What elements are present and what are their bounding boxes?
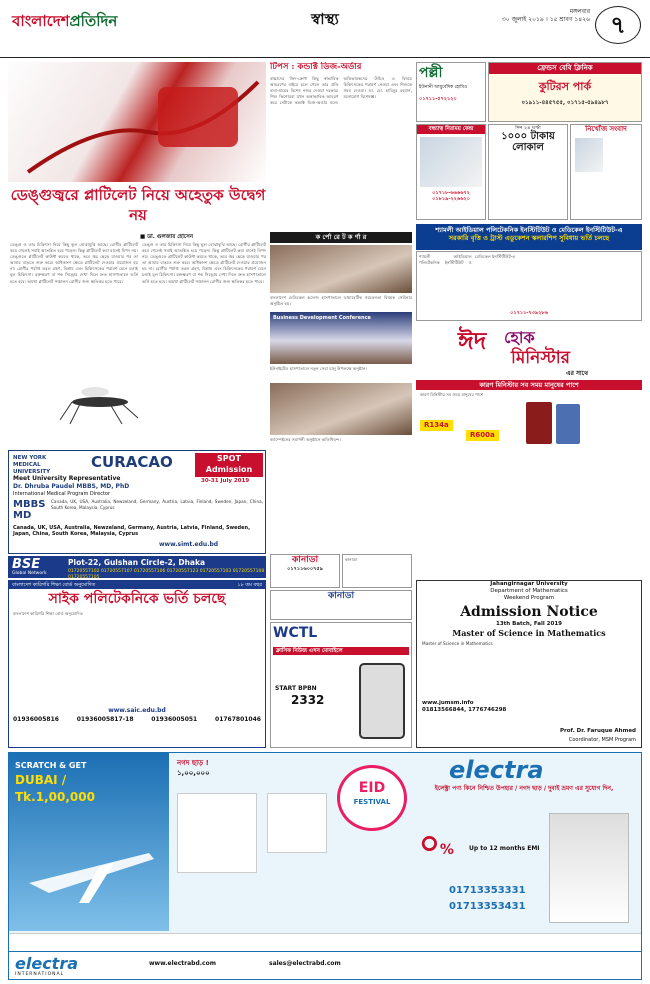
electra-footer-intl: INTERNATIONAL (15, 972, 65, 977)
admission-program-type: Weekend Program (503, 594, 555, 601)
bse-logo: BSE (12, 557, 41, 572)
minister-slogan: কারণ মিনিস্টার সব সময় মানুষের পাশে (416, 380, 642, 390)
bse-phone-7: 01720557105 (68, 574, 100, 580)
electra-phone-1: 01713353331 (449, 885, 526, 896)
bse-phone-5: 01720557103 (199, 569, 232, 574)
minister-eid: ঈদ (458, 326, 487, 355)
bpbn-subtitle: ক্লাসিক নিউজ এখন মোবাইলে (273, 647, 409, 656)
missing-person-photo (575, 138, 603, 172)
minister-copy: কারণ মিনিস্টার সব সময় মানুষের পাশে (420, 392, 484, 397)
palli-title: পল্লী (419, 65, 443, 81)
lottery-title: ১০০০ টাকায় লোকাল (501, 131, 555, 154)
canada-work-title: কানাডা (327, 591, 355, 601)
polytech-phone: ০১৭১১-৭৩৯২৮৬ (510, 310, 548, 316)
bse-phone-4: 01720557123 (166, 569, 199, 574)
admission-notice-ad[interactable] (416, 580, 642, 748)
fertility-phone-2: ০১৮১৯-২২৬৬২০ (432, 196, 470, 203)
emi-zero-value: ০ (419, 824, 440, 862)
electra-phone-2: 01713353431 (449, 901, 526, 912)
polytech-details: শ্যামলী আইডিয়াল পলিটেকনিক ইনস্টিটিউট ও মেডিকেল ইনস্টিটিউট-এ (419, 254, 516, 266)
electra-ad[interactable] (8, 752, 642, 980)
curacao-title: CURACAO (91, 453, 173, 471)
blood-bag-photo (8, 62, 266, 182)
corporate-photo-1 (270, 245, 412, 293)
corporate-photo-2 (270, 312, 412, 364)
dateline: মঙ্গলবার ৩০ জুলাই ২০১৯ । ১৫ শ্রাবণ ১৪২৬ (501, 8, 590, 23)
cash-discount-amount: ১,০০,০০০ (177, 769, 210, 777)
saic-ad[interactable] (8, 580, 266, 748)
phone-icon (359, 663, 405, 739)
palli-subtitle: ইউনানী আয়ুর্বেদিক হোমিও (419, 84, 468, 90)
admission-phone: 01813566844, 1776746298 (422, 706, 507, 713)
fertility-title: বন্ধ্যাত্ব নিরাময় কেন্দ্র (417, 125, 485, 134)
page-number: ৭ (595, 6, 641, 44)
dengue-byline: ■ ডা. গুলজার হোসেন (140, 234, 194, 240)
scratch-dubai: DUBAI / (15, 773, 67, 787)
electra-scratch-panel (9, 753, 169, 931)
study-countries: Canada, UK, USA, Australia, Newzeland, Germany, Austria, Latvia, Finland, Sweden, Japan, China, South Korea, Malaysia, Cyprus (13, 525, 250, 538)
product-microwave-icon (267, 793, 327, 853)
fridge-icon (526, 402, 552, 444)
minister-r600a-tag: R600a (466, 430, 499, 441)
newspaper-logo[interactable] (12, 12, 117, 31)
free-clinic-ad[interactable] (488, 62, 642, 122)
saic-year: ১৮ তম বছর (237, 582, 262, 588)
meet-representative: Meet University Representative (13, 475, 121, 482)
minister-r134a-tag: R134a (420, 420, 453, 431)
bpbn-sms-number: 2332 (291, 692, 325, 707)
saic-course-list: বাংলাদেশ কারিগরি শিক্ষা বোর্ড অনুমোদিত (13, 610, 83, 616)
canada-work-ad[interactable] (270, 590, 412, 620)
saic-title: সাইক পলিটেকনিকে ভর্তি চলছে (48, 591, 226, 608)
free-clinic-title: ফ্রেন্ডস বেবি ক্লিনিক (489, 63, 641, 74)
canada-ad[interactable] (270, 554, 340, 588)
emi-percent: % (439, 842, 454, 858)
scratch-amount: Tk.1,00,000 (15, 790, 95, 804)
corporate-caption-3: ক্যাম্পেইনের সমাপনী অনুষ্ঠানে অতিথিবৃন্দ। (270, 437, 341, 442)
corporate-photo-3 (270, 383, 412, 435)
admission-batch: 13th Batch, Fall 2019 (496, 621, 562, 628)
minister-ad[interactable] (416, 324, 642, 446)
nymu-description: Canada, UK, USA, Australia, Newzeland, Germany, Austria, Latvia, Finland, Sweden, Japan, China, South Korea, Malaysia, Cyprus (51, 499, 263, 511)
minister-suffix: এর সাথে (566, 370, 588, 377)
logo-part-b: প্রতিদিন (69, 12, 118, 30)
saic-banner: বাংলাদেশ কারিগরি শিক্ষা বোর্ড অনুমোদিত (12, 582, 96, 588)
mbbs-md-label: MBBS MD (13, 499, 46, 521)
bse-phone-3: 01720557106 (133, 569, 166, 574)
dengue-headline: ডেঙ্গুজ্বরে প্লাটিলেট নিয়ে অহেতুক উদ্বেগ নয় (10, 186, 266, 224)
free-clinic-phone: ০১৯১১-৪৪৫৭৫৫, ০১৭১৫-৫৯৪৯৮৭ (521, 99, 609, 106)
electra-website[interactable]: www.electrabd.com (149, 960, 216, 967)
palli-phone: ০১৭১১-৫৭২১২০ (419, 96, 457, 103)
corporate-caption-2: ইউনাইটেড হাসপাতালে নতুন সেবা চালু উপলক্ষে অনুষ্ঠান। (270, 366, 367, 371)
nymu-name: NEW YORK MEDICAL UNIVERSITY (13, 455, 51, 475)
polytech-ad-body[interactable] (416, 251, 642, 321)
section-title: স্বাস্থ্য (311, 10, 339, 28)
blood-drip-icon (8, 62, 266, 182)
saic-phone-1: 01936005816 (13, 716, 59, 724)
small-ad-2[interactable] (342, 554, 412, 588)
polytech-subtitle: সরকারি বৃত্তি ও ট্রাস্ট এডুকেশন স্কলারশিপ সুবিধায় ভর্তি চলছে (448, 234, 610, 243)
bse-ad[interactable] (8, 556, 266, 578)
representative-role: International Medical Program Director (13, 491, 111, 497)
eid-label: EID (358, 780, 386, 796)
minister-brand: মিনিস্টার (511, 348, 571, 368)
admission-website[interactable]: www.jumsm.info (422, 700, 474, 706)
festival-label: FESTIVAL (353, 797, 391, 806)
small-ad-2-text: কানাডা (345, 557, 358, 562)
logo-part-a: বাংলাদেশ (12, 12, 70, 30)
dengue-body-col2: ডেঙ্গু ও তার চিকিৎসা নিয়ে কিছু ভুল বোঝাবুঝি আছে। রোগীর প্লাটিলেট কমে গেলেই সবাই আতঙ্কিত হয়ে পড়েন। কিন্তু প্লাটিলেট কমা মানেই বিপদ নয়। ডেঙ্গুতে প্লাটিলেট কাউন্ট কমতে থাকে, তবে জ্বর ছেড়ে যাওয়ার পর তা আবার বাড়তে শুরু করে। অধিকাংশ ক্ষেত্রে প্লাটিলেট দেওয়ার প্রয়োজন হয় না। রোগীর পর্যাপ্ত তরল গ্রহণ, বিশ্রাম এবং চিকিৎসকের পরামর্শ মেনে চলাই মূল চিকিৎসা। রক্তক্ষরণ বা শক সিন্ড্রোম দেখা দিলে দ্রুত হাসপাতালে ভর্তি হতে হবে। অযথা প্লাটিলেট সঞ্চালন রোগীর জন্য ক্ষতিকর হতে পারে। (142, 242, 266, 284)
bpbn-ad[interactable] (270, 622, 412, 748)
canada-phone: ০১৭১১৬০০৭৫৯ (287, 566, 323, 573)
electra-email[interactable]: sales@electrabd.com (269, 960, 341, 967)
free-clinic-area: কুটিরস পার্ক (538, 79, 592, 93)
lottery-subtitle: দিন ২৪ ঘণ্টা (515, 125, 541, 131)
bse-address: Plot-22, Gulshan Circle-2, Dhaka (68, 558, 206, 567)
electra-footer (9, 951, 641, 979)
fridge-icon-2 (556, 404, 580, 444)
electra-tagline: ইলেক্ট্রা পণ্য কিনে নিশ্চিত উপহার / নগদ ছাড় / দুবাই ভ্রমণ এর সুযোগ দিন, (434, 785, 614, 792)
admission-coordinator-name: Prof. Dr. Faruque Ahmed (560, 728, 636, 735)
tips-title: টিপস : কন্ডাক্ট ডিজ-অর্ডার (270, 62, 362, 72)
electra-footer-logo: electra (15, 954, 79, 973)
polytech-ad-header[interactable] (416, 224, 642, 250)
lottery-ad[interactable] (488, 124, 568, 220)
missing-title: নিখোঁজ সংবাদ (585, 125, 627, 133)
new-york-medical-ad[interactable] (8, 450, 266, 554)
bse-phone-2: 01720557107 (100, 569, 133, 574)
tips-body: বাচ্চাদের জিদ-ক্রোধ কিছু স্বাভাবিক আচরণের বাইরে চলে গেলে তার প্রতি বাবা-মায়ের বিশেষ নজর দেওয়া দরকার। শিশু কিশোররা যখন অস্বাভাবিক আচরণ করে সেটাকে কন্ডাক্ট ডিজ-অর্ডার বলে। অভিভাবকদের উচিত এ বিষয়ে চিকিৎসকের পরামর্শ নেওয়া এবং শিশুকে সময় দেওয়া। ডা. মো. হাবিবুর রহমান, মনোরোগ বিশেষজ্ঞ। (270, 75, 412, 105)
palli-ad[interactable] (416, 62, 486, 122)
product-fridge-icon (177, 793, 257, 873)
canada-title: কানাডা (291, 555, 319, 565)
saic-website[interactable]: www.saic.edu.bd (108, 706, 166, 714)
admission-coordinator-title: Coordinator, MSM Program (568, 736, 636, 743)
bpbn-sms-code: START BPBN (275, 685, 317, 693)
admission-department: Department of Mathematics (490, 587, 568, 594)
bse-subtitle: Global Network (12, 571, 47, 576)
representative-name: Dr. Dhruba Paudel MBBS, MD, PhD (13, 483, 130, 490)
bpbn-logo: WCTL (273, 625, 318, 641)
corporate-corner-bar: ক র্পো রে ট ক র্ণা র (270, 232, 412, 243)
saic-phone-3: 01936005051 (151, 716, 198, 724)
missing-ad[interactable] (570, 124, 642, 220)
admission-details: Master of Science in Mathematics (422, 641, 493, 646)
fertility-ad[interactable] (416, 124, 486, 220)
saic-phone-4: 01767801046 (215, 716, 261, 724)
nymu-website[interactable]: www.simt.edu.bd (159, 541, 219, 548)
eid-festival-badge (337, 765, 407, 831)
product-refrigerator-icon (549, 813, 629, 923)
airplane-icon (9, 823, 169, 923)
admission-title: Admission Notice (460, 603, 598, 620)
corporate-caption-1: বাংলাদেশ মেডিকেল কলেজ হাসপাতালে ডায়াবেটিক সচেতনতা বিষয়ক সেমিনার অনুষ্ঠিত হয়। (270, 295, 412, 307)
mosquito-icon (60, 380, 140, 425)
bse-phone-1: 01720557102 (68, 569, 100, 574)
fertility-phone-1: ০১৭১৮-৬৬৬৬৭২ (432, 189, 470, 196)
dengue-body-col1: ডেঙ্গু ও তার চিকিৎসা নিয়ে কিছু ভুল বোঝাবুঝি আছে। রোগীর প্লাটিলেট কমে গেলেই সবাই আতঙ্কিত হয়ে পড়েন। কিন্তু প্লাটিলেট কমা মানেই বিপদ নয়। ডেঙ্গুতে প্লাটিলেট কাউন্ট কমতে থাকে, তবে জ্বর ছেড়ে যাওয়ার পর তা আবার বাড়তে শুরু করে। অধিকাংশ ক্ষেত্রে প্লাটিলেট দেওয়ার প্রয়োজন হয় না। রোগীর পর্যাপ্ত তরল গ্রহণ, বিশ্রাম এবং চিকিৎসকের পরামর্শ মেনে চলাই মূল চিকিৎসা। রক্তক্ষরণ বা শক সিন্ড্রোম দেখা দিলে দ্রুত হাসপাতালে ভর্তি হতে হবে। অযথা প্লাটিলেট সঞ্চালন রোগীর জন্য ক্ষতিকর হতে পারে। (10, 242, 138, 284)
saic-phone-2: 01936005817-18 (76, 716, 134, 724)
scratch-title: SCRATCH & GET (15, 761, 87, 770)
polytech-title: শ্যামলী আইডিয়াল পলিটেকনিক ইনস্টিটিউট ও মেডিকেল ইনস্টিটিউট-এ (435, 226, 623, 234)
admission-university: Jahangirnagar University (490, 581, 568, 587)
electra-logo: electra (449, 756, 544, 784)
bank-partner-strip (9, 933, 641, 951)
emi-zero (419, 823, 454, 863)
spot-dates: 30-31 July 2019 (201, 478, 250, 484)
tips-column (270, 62, 412, 230)
bse-phone-6: 01720557108 (232, 569, 265, 574)
spot-admission-badge: SPOT Admission (195, 453, 263, 477)
cash-discount-label: নগদ ছাড় ! (177, 759, 209, 767)
doctor-photo (420, 137, 482, 187)
corporate-panel-label: Business Development Conference (273, 315, 371, 321)
minister-hok: হোক (504, 328, 535, 347)
emi-terms: Up to 12 months EMI (469, 845, 540, 852)
admission-degree: Master of Science in Mathematics (452, 628, 606, 638)
